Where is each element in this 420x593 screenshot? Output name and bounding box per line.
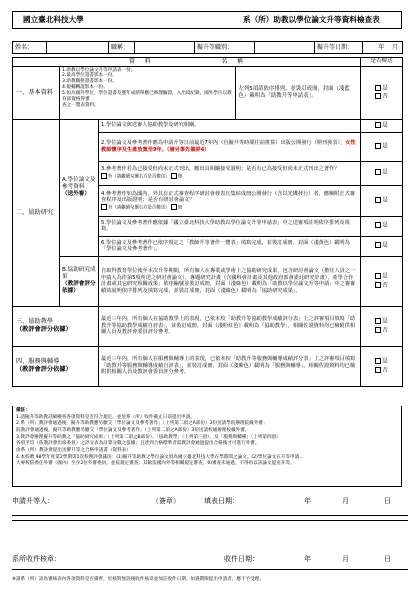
applicant-header <box>12 41 403 54</box>
checklist-table: 資 料 名 稱 是否檢送 一、基本資料 1.助教以學位論文升等申請表一份。 2.最高學位證書影本一份。 3.助教職務證書影本一份。 4.規輔轉證影本一份。 5.如為國外學位，學位證書及歷年成績單應已辦理驗證，入出境紀錄，國外學位以教育部資格得審 查之一覽表資料。 左列5項請依序排列，並裝訂成冊，封面（淺藍色）載明為「助教升等申請表」。 是 否 二、協助研究 A.學位論文及參考資料 （送外審） 1.學位論文與送審人協助教學及研究相關。 是 2.學位論文及參考著作應為申請升等日前最近7年內（自擬升等時間往前推算）出版公開發行（期刊發表），女性教師懷孕及生產放寬至9年。（請另事先備詳4） 是 3.參考著作若為已接受但尚未正式刊出，應出具相關接受證明；是否有已為接受但尚未正式刊出之著作？ 有（請繼續勾選右方是否檢送） 無 是 4.參考著作如為國內、外具有正式審查程序研討會發表且集結成冊公開發行（含以光碟發行）者，應檢附正式審查程序及出版證明；是否有研討會論文？ 有（請繼續勾選右方是否檢送） 無 是 5.學位論文及參考著作應依據「國立臺北科技大學助教以學位論文升等申請表」中之送審項註明依序排列及填寫。 是 6.學位論文及參考著作已依序規定之「教師升等著作一覽表」填寫完成，並裝訂成冊，封面（淺黃色）載明為「學位論文及參考著作」。 是 B.協助研究成果 （教評會評分依據） 自取得教育學位後至本次升等期間，所有個人在專業或學術上之協助研究成果，包含研討會論文（擔任人員之一申請人為作第5項所送之研討會論文）、專題研究計畫（含國科會計畫及其他政府部會委託研究計畫）、產學合作計畫或其它研究相關成果；依序編號並裝訂成冊，封面（淺綠色）載明為「助教以學位論文升等申請」中之審審績效說明依序排列及填寫完成，並裝訂成冊，封面（淺綠色）載明為「協助研究成果」。 是 否 三、協助教學 （教評會評分依據） 最近三年內，所有個人在協助教學上的表現，已依本校「助教升等協助教學成績評分表」上之評審項目填寫「助教升等協助教學成績自評表」，並裝訂成冊，封面（淺粉紅色）載明為「協助教學」，相關佐證資料均已檢附供相關人員及教評會委員評分參考。 是 否 四、服務與輔導 （教評會評分依據） 最近三年內，所有個人在服務與輔導上的表現，已依本校「助教升等服務與輔導成績評分表」上之評審項目填寫「助教升等服務與輔導成績自評表」，並裝訂成冊，封面（淺紫色）載明為「服務與輔導」，相關佐證資料均已檢附供相關人員及教評會委員評分參考。 是 否 <box>12 57 403 387</box>
checkbox-yes[interactable] <box>375 222 381 228</box>
sub-b: B.協助研究成果 （教評會評分依據） <box>60 256 99 306</box>
section-teaching: 三、協助教學 （教評會評分依據） <box>13 306 99 346</box>
checkbox-yes[interactable] <box>375 85 381 91</box>
rank-label: 擬升等職別： <box>195 42 255 54</box>
checkbox-no[interactable] <box>375 93 381 99</box>
basic-items: 1.助教以學位論文升等申請表一份。 2.最高學位證書影本一份。 3.助教職務證書影本一份。 4.規輔轉證影本一份。 5.如為國外學位，學位證書及歷年成績單應已辦理驗證，入出境紀錄，國外學位以教育部資格得審 查之一覽表資料。 <box>60 67 235 119</box>
service-text: 最近三年內，所有個人在服務與輔導上的表現，已依本校「助教升等服務與輔導成績評分表」上之評審項目填寫「助教升等服務與輔導成績自評表」，並裝訂成冊，封面（淺紫色）載明為「服務與輔導」，相關佐證資料均已檢附供相關人員及教評會委員評分參考。 <box>99 346 361 386</box>
research-outcome: 自取得教育學位後至本次升等期間，所有個人在專業或學術上之協助研究成果，包含研討會論文（擔任人員之一申請人為作第5項所送之研討會論文）、專題研究計畫（含國科會計畫及其他政府部會委託研究計畫）、產學合作計畫或其它研究相關成果；依序編號並裝訂成冊，封面（淺綠色）載明為「助教以學位論文升等申請」中之審審績效說明依序排列及填寫完成，並裝訂成冊，封面（淺綠色）載明為「協助研究成果」。 <box>99 256 361 306</box>
receiver-signature-row: 系所收件核章： 收件日期： 年 月 日 <box>12 555 391 563</box>
research-row-5: 5.學位論文及參考著作應依據「國立臺北科技大學助教以學位論文升等申請表」中之送審項註明依序排列及填寫。 <box>99 216 361 236</box>
title-label: 職稱： <box>109 42 135 54</box>
research-row-2: 2.學位論文及參考著作應為申請升等日前最近7年內（自擬升等時間往前推算）出版公開發行（期刊發表），女性教師懷孕及生產放寬至9年。（請另事先備詳4） <box>99 132 361 161</box>
section-service: 四、服務與輔導 （教評會評分依據） <box>13 346 99 386</box>
checkbox-yes[interactable] <box>375 122 381 128</box>
title-field[interactable] <box>135 42 195 54</box>
section-basic: 一、基本資料 <box>13 66 60 119</box>
checkbox-yes[interactable] <box>375 197 381 203</box>
checkbox-yes[interactable] <box>375 242 381 248</box>
sub-a: A.學位論文及參考資料 （送外審） <box>60 119 99 256</box>
applicant-signature-row: 申請升等人： （簽章） 填表日期： 年 月 日 <box>12 497 391 505</box>
form-name: 系（所）助教以學位論文升等資料檢查表 <box>243 15 380 25</box>
teaching-text: 最近三年內，所有個人在協助教學上的表現，已依本校「助教升等協助教學成績評分表」上之評審項目填寫「助教升等協助教學成績自評表」，並裝訂成冊，封面（淺粉紅色）載明為「協助教學」，相關佐證資料均已檢附供相關人員及教評會委員評分參考。 <box>99 306 361 346</box>
footer-note: ※請系（所）詳為審核表內各項資料是否備齊，於核對無誤後收件核章並加註收件日期。如遇期限提出申請者，應不予受理。 <box>12 577 264 582</box>
column-check: 是否檢送 <box>361 58 403 67</box>
checkbox-no[interactable] <box>375 367 381 373</box>
checkbox-yes[interactable] <box>375 318 381 324</box>
research-row-6: 6.學位論文及參考著作已依序規定之「教師升等著作一覽表」填寫完成，並裝訂成冊，封面（淺黃色）載明為「學位論文及參考著作」。 <box>99 236 361 256</box>
school-name: 國立臺北科技大學 <box>23 15 84 25</box>
form-title <box>12 11 402 29</box>
column-data-name: 資 料 名 稱 <box>13 58 361 67</box>
research-row-4: 4.參考著作如為國內、外具有正式審查程序研討會發表且集結成冊公開發行（含以光碟發行）者，應檢附正式審查程序及出版證明；是否有研討會論文？ 有（請繼續勾選右方是否檢送） 無 <box>99 185 361 216</box>
checkbox-no[interactable] <box>375 282 381 288</box>
signature-underline <box>12 569 408 570</box>
section-research: 二、協助研究 <box>13 119 60 306</box>
checkbox-no[interactable] <box>375 327 381 333</box>
name-field[interactable] <box>47 42 109 54</box>
date-label: 擬升等日期： <box>315 42 363 54</box>
rank-field[interactable] <box>255 42 315 54</box>
checkbox-yes[interactable] <box>375 358 381 364</box>
research-row-1: 1.學位論文與送審人協助教學及研究相關。 <box>99 119 361 132</box>
date-field[interactable]: 年 月 <box>363 42 403 54</box>
notes-box: 備註： 1.請擬升等助教詳細檢查各項資料是否符合規定，並於系（所）收件截止日前提出申請。 2.系（所）教評會通過後，擬升等助教應另繳交「學位論文及參考著作」（上列第二項之A部份）3份送請學院辦理院級外審； 院教評會通過後，擬升等助教應另繳交「學位論文及參考著作」（上列第二項之A部份）3份送請校級辦理校級外審。 3.教評會辦理擬升等助教之「協助研究成果」（上列第二項之B部份）、「協助教學」（上列第三項）、及「服務與輔導」（上列第四項） 各項平均（依教評會出席委員）之評分表為計算分數之依據；且達到合格標準者需教評會通過提出合格後才可進行外審。 由系（所）教評會提出送審升等之合格申請書（資料表） 4.本校聘 98學年度第2學期第1次校教評會議決：(1)擬升等助教之學位論文須為國立臺北科技大學在學期間之論文。(2)學位論文在升等申請... 大專校院委任外審（國內）至少2位外審委員，並依規定審查；其餘依國內外等相關規定審查，如審查未通過，不得再以該論文提送升等。 <box>12 406 402 487</box>
checkbox-yes[interactable] <box>375 273 381 279</box>
divider-line <box>12 515 408 516</box>
name-label: 姓名： <box>13 42 47 54</box>
checkbox-yes[interactable] <box>375 143 381 149</box>
basic-instruction: 左列5項請依序排列，並裝訂成冊，封面（淺藍色）載明為「助教升等申請表」。 <box>238 85 350 99</box>
checkbox-yes[interactable] <box>375 169 381 175</box>
research-row-3: 3.參考著作若為已接受但尚未正式刊出，應出具相關接受證明；是否有已為接受但尚未正式刊出之著作？ 有（請繼續勾選右方是否檢送） 無 <box>99 161 361 185</box>
basic-check[interactable]: 是 否 <box>361 66 403 119</box>
divider-line <box>12 520 408 521</box>
